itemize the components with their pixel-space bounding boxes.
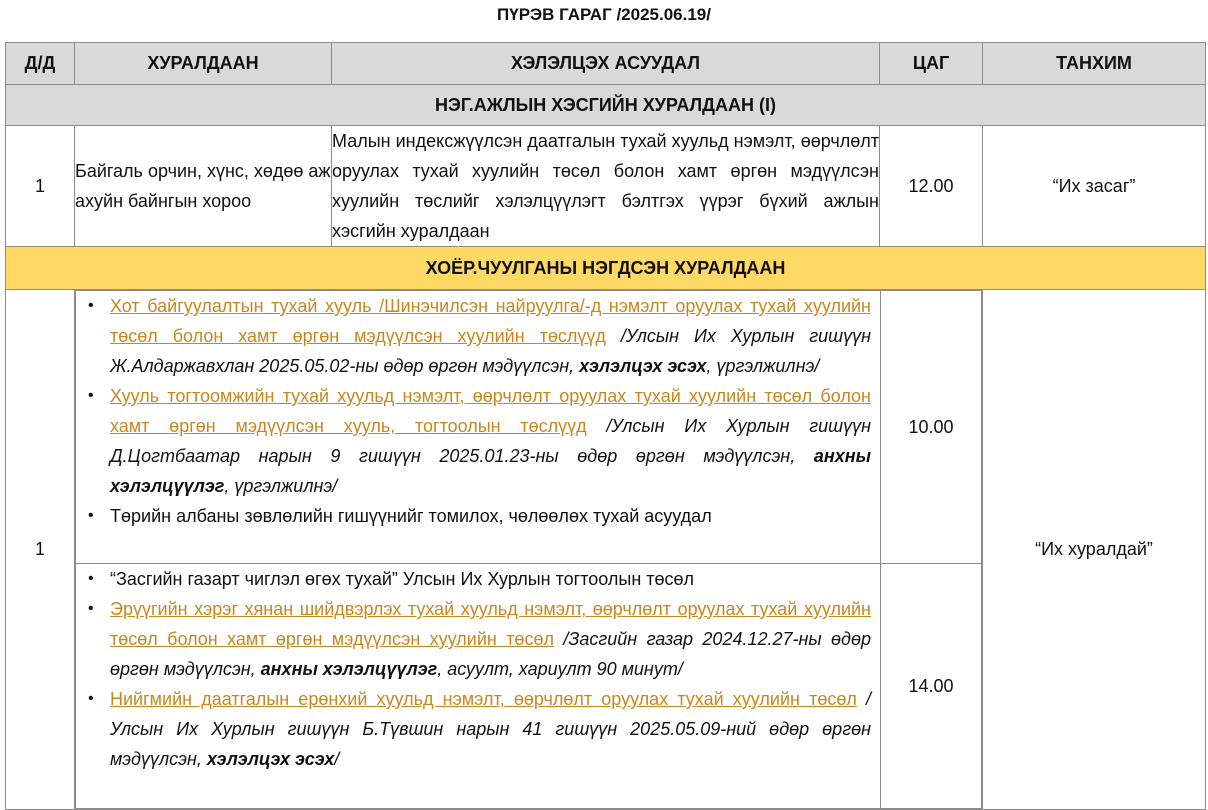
section-row-plenary	[6, 247, 1206, 290]
agenda-list-afternoon	[76, 564, 880, 774]
header-row	[6, 43, 1206, 85]
header-meeting: ХУРАЛДААН	[75, 43, 332, 85]
bill-note: /Улсын Их Хурлын гишүүн Б.Түвшин нарын 41 гишүүн 2025.05.09-ний өдөр өргөн мэдүүлсэн,	[110, 689, 871, 769]
plenary-agenda-cell	[75, 290, 983, 810]
agenda-block-afternoon	[76, 564, 982, 809]
section-title-working-group: НЭГ.АЖЛЫН ХЭСГИЙН ХУРАЛДААН (I)	[6, 85, 1206, 126]
bill-stage: анхны хэлэлцүүлэг	[110, 446, 871, 496]
bill-link[interactable]: Хууль тогтоомжийн тухай хуульд нэмэлт, өөрчлөлт оруулах тухай хуулийн төсөл болон хамт өргөн мэдүүлсэн хууль, тогтоолын төслүүд	[110, 386, 871, 436]
bill-link[interactable]: Нийгмийн даатгалын ерөнхий хуульд нэмэлт, өөрчлөлт оруулах тухай хуулийн төсөл	[110, 689, 857, 709]
agenda-item-text: “Засгийн газарт чиглэл өгөх тухай” Улсын Их Хурлын тогтоолын төсөл	[110, 569, 695, 589]
agenda-items-afternoon	[76, 564, 881, 809]
meeting-hall: “Их засаг”	[983, 126, 1206, 247]
agenda-text: Малын индексжүүлсэн даатгалын тухай хуульд нэмэлт, өөрчлөлт оруулах тухай хуулийн төсөл болон хамт өргөн мэдүүлсэн хуулийн төслийг хэлэлцүүлэгт бэлтгэх үүрэг бүхий ажлын хэсгийн хуралдаан	[332, 126, 880, 247]
header-time: ЦАГ	[880, 43, 983, 85]
agenda-item-text: Төрийн албаны зөвлөлийн гишүүнийг томилох, чөлөөлөх тухай асуудал	[110, 506, 712, 526]
bill-note: /Засгийн газар 2024.12.27-ны өдөр өргөн мэдүүлсэн,	[110, 629, 872, 679]
meeting-hall: “Их хуралдай”	[983, 290, 1206, 810]
bill-note: /Улсын Их Хурлын гишүүн Ж.Алдаржавхлан 2025.05.02-ны өдөр өргөн мэдүүлсэн,	[110, 326, 871, 376]
page-title: ПҮРЭВ ГАРАГ /2025.06.19/	[497, 5, 711, 24]
meeting-time: 12.00	[880, 126, 983, 247]
agenda-list-morning	[76, 291, 880, 531]
meeting-time: 14.00	[881, 564, 982, 809]
bill-note-end: , үргэлжилнэ/	[706, 356, 820, 376]
bill-link[interactable]: Эрүүгийн хэрэг хянан шийдвэрлэх тухай хуульд нэмэлт, өөрчлөлт оруулах тухай хуулийн төсөл болон хамт өргөн мэдүүлсэн хуулийн төсөл	[110, 599, 871, 649]
list-item	[84, 564, 871, 594]
list-item	[84, 381, 871, 501]
bill-note-end: , асуулт, хариулт 90 минут/	[437, 659, 683, 679]
row-number: 1	[6, 126, 75, 247]
list-item	[84, 291, 871, 381]
bill-stage: анхны хэлэлцүүлэг	[260, 659, 438, 679]
plenary-blocks	[75, 290, 982, 809]
table-row	[6, 126, 1206, 247]
table-row	[6, 290, 1206, 810]
section-row-working-group	[6, 85, 1206, 126]
agenda-block-morning	[76, 291, 982, 564]
bill-note-end: , үргэлжилнэ/	[224, 476, 338, 496]
bill-note: /Улсын Их Хурлын гишүүн Д.Цогтбаатар нарын 9 гишүүн 2025.01.23-ны өдөр өргөн мэдүүлсэн,	[110, 416, 871, 466]
bill-link[interactable]: Хот байгуулалтын тухай хууль /Шинэчилсэн найруулга/-д нэмэлт оруулах тухай хуулийн төсөл болон хамт өргөн мэдүүлсэн хуулийн төслүүд	[110, 296, 871, 346]
meeting-time: 10.00	[881, 291, 982, 564]
list-item	[84, 594, 871, 684]
bill-note-end: /	[334, 749, 340, 769]
agenda-items-morning	[76, 291, 881, 564]
schedule-table	[5, 42, 1206, 810]
header-agenda: ХЭЛЭЛЦЭХ АСУУДАЛ	[332, 43, 880, 85]
list-item	[84, 684, 871, 774]
meeting-name: Байгаль орчин, хүнс, хөдөө аж ахуйн байнгын хороо	[75, 126, 332, 247]
list-item	[84, 501, 871, 531]
bill-stage: хэлэлцэх эсэх	[206, 749, 335, 769]
bill-stage: хэлэлцэх эсэх	[579, 356, 707, 376]
section-title-plenary: ХОЁР.ЧУУЛГАНЫ НЭГДСЭН ХУРАЛДААН	[6, 247, 1206, 290]
header-num: Д/Д	[6, 43, 75, 85]
row-number: 1	[6, 290, 75, 810]
header-hall: ТАНХИМ	[983, 43, 1206, 85]
